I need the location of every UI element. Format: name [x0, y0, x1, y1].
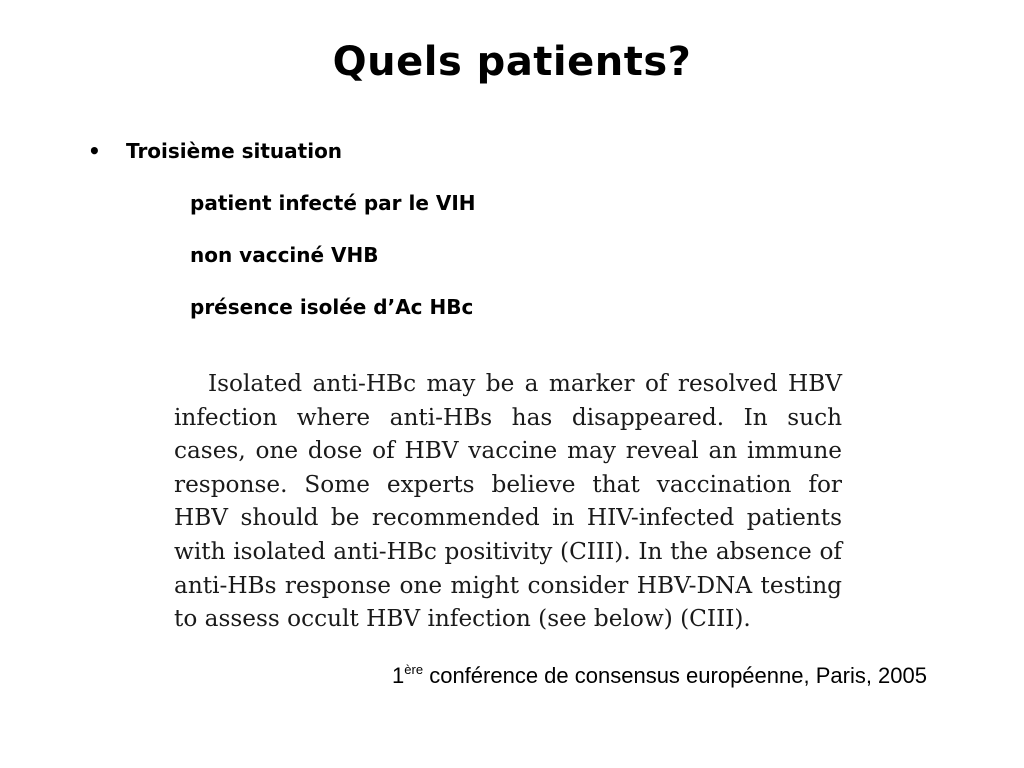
- citation-text: conférence de consensus européenne, Paris, 2005: [423, 663, 927, 688]
- slide-title: Quels patients?: [332, 39, 692, 85]
- sub-item-isolated-hbc: présence isolée d’Ac HBc: [190, 295, 474, 319]
- citation-superscript: ère: [404, 662, 424, 677]
- citation-number: 1: [392, 663, 405, 688]
- bullet-label: Troisième situation: [126, 139, 343, 163]
- sub-item-hiv: patient infecté par le VIH: [190, 191, 476, 215]
- bullet-symbol: •: [88, 139, 101, 163]
- citation: [392, 660, 927, 692]
- sub-item-not-vaccinated: non vacciné VHB: [190, 243, 379, 267]
- bullet-item: [88, 137, 342, 165]
- quoted-guideline-text: Isolated anti-HBc may be a marker of resolved HBV infection where anti-HBs has disappeared. In such cases, one dose of HBV vaccine may reveal an immune response. Some experts believe that vaccination for HBV should be recommended in HIV-infected patients with isolated anti-HBc positivity (CIII). In the absence of anti-HBs response one might consider HBV-DNA testing to assess occult HBV infection (see below) (CIII).: [174, 370, 842, 633]
